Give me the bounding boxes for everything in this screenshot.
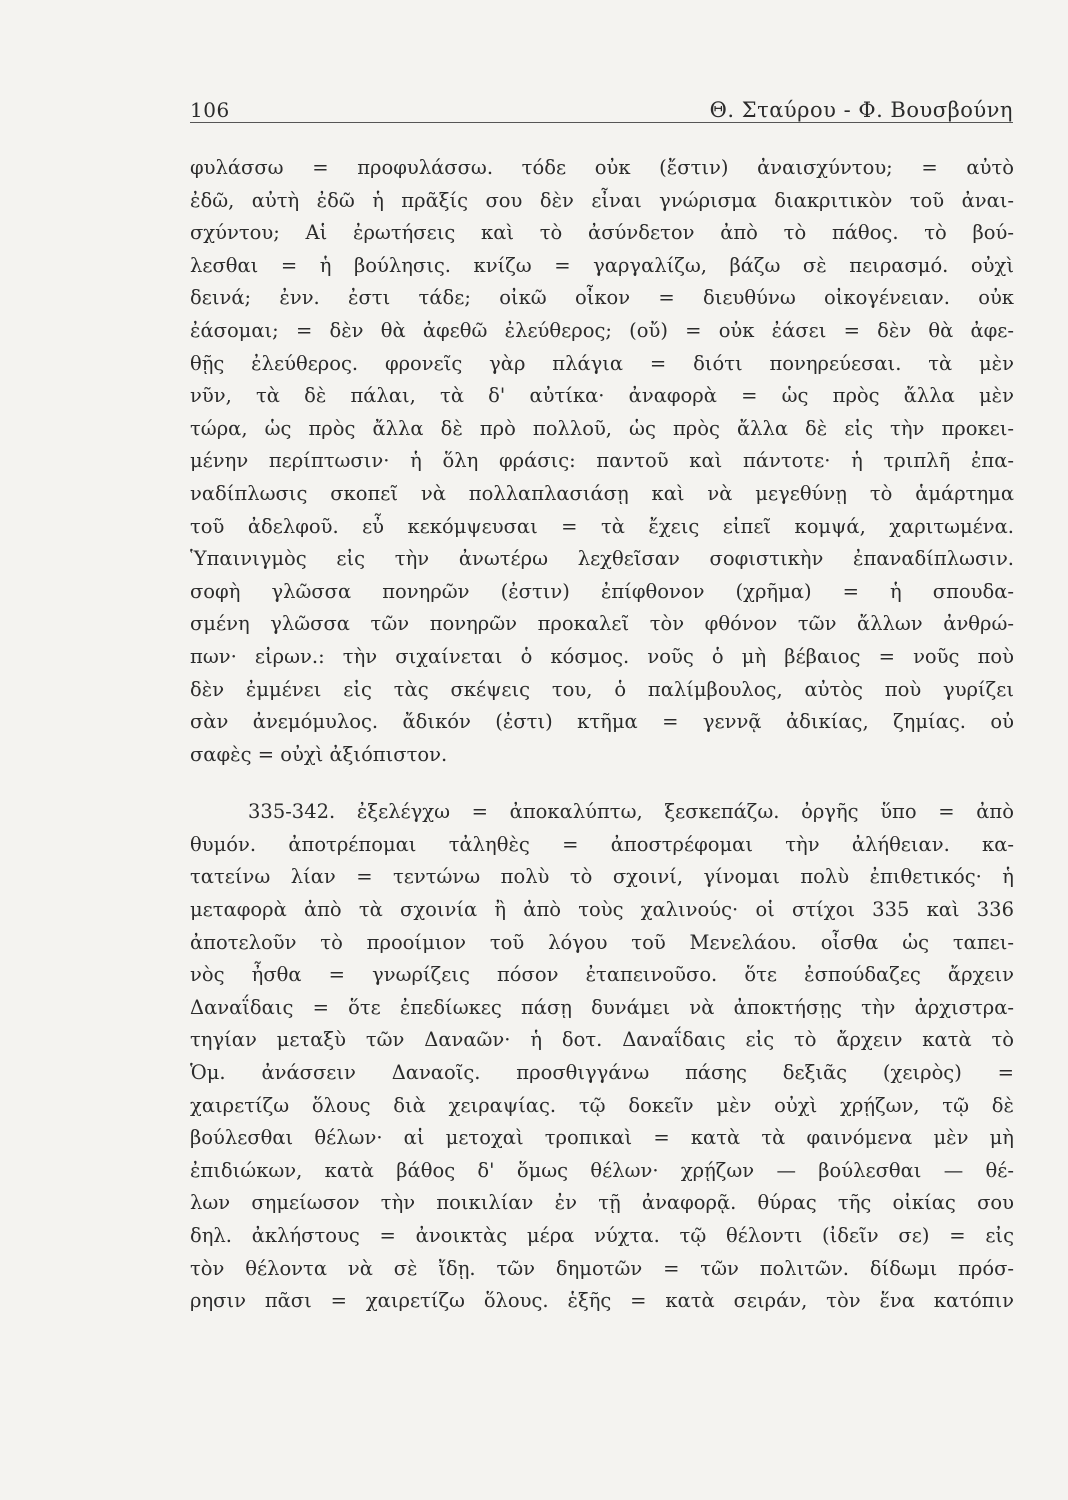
text-line: σαφὲς = οὐχὶ ἀξιόπιστον.: [190, 742, 448, 766]
text-line: θυμόν. ἀποτρέπομαι τἀληθὲς = ἀποστρέφομαι τὴν ἀλήθειαν. κα-: [190, 832, 1014, 856]
text-line: Ὁμ. ἀνάσσειν Δαναοῖς. προσθιγγάνω πάσης δεξιᾶς (χειρὸς) =: [190, 1061, 1014, 1085]
text-line: μένην περίπτωσιν· ἡ ὅλη φράσις: παντοῦ καὶ πάντοτε· ἡ τριπλῆ ἐπα-: [190, 449, 1014, 473]
text-line: δεινά; ἐνν. ἐστι τάδε; οἰκῶ οἶκον = διευθύνω οἰκογένειαν. οὐκ: [190, 286, 1014, 310]
running-title: Θ. Σταύρου - Φ. Βουσβούνη: [709, 98, 1013, 122]
paragraph-1: [190, 152, 1014, 771]
text-line: θῇς ἐλεύθερος. φρονεῖς γὰρ πλάγια = διότι πονηρεύεσαι. τὰ μὲν: [190, 351, 1014, 375]
text-line: ἐάσομαι; = δὲν θὰ ἀφεθῶ ἐλεύθερος; (οὔ) = οὐκ ἐάσει = δὲν θὰ ἀφε-: [190, 318, 1014, 342]
text-line: ἐπιδιώκων, κατὰ βάθος δ' ὅμως θέλων· χρῄζων — βούλεσθαι — θέ-: [190, 1158, 1014, 1182]
text-line: σοφὴ γλῶσσα πονηρῶν (ἐστιν) ἐπίφθονον (χρῆμα) = ἡ σπουδα-: [190, 579, 1014, 603]
text-line: σχύντου; Αἱ ἐρωτήσεις καὶ τὸ ἀσύνδετον ἀπὸ τὸ πάθος. τὸ βού-: [190, 221, 1014, 245]
text-line: Ὑπαινιγμὸς εἰς τὴν ἀνωτέρω λεχθεῖσαν σοφιστικὴν ἐπαναδίπλωσιν.: [190, 547, 1014, 571]
text-line: 335-342. ἐξελέγχω = ἀποκαλύπτω, ξεσκεπάζω. ὀργῆς ὕπο = ἀπὸ: [248, 800, 1014, 824]
text-line: λων σημείωσον τὴν ποικιλίαν ἐν τῇ ἀναφορᾷ. θύρας τῆς οἰκίας σου: [190, 1191, 1014, 1215]
text-line: νὸς ἦσθα = γνωρίζεις πόσον ἐταπεινοῦσο. ὅτε ἐσπούδαζες ἄρχειν: [190, 963, 1014, 987]
text-line: πων· εἰρων.: τὴν σιχαίνεται ὁ κόσμος. νοῦς ὁ μὴ βέβαιος = νοῦς ποὺ: [190, 644, 1014, 668]
text-line: δηλ. ἀκλήστους = ἀνοικτὰς μέρα νύχτα. τῷ θέλοντι (ἰδεῖν σε) = εἰς: [190, 1224, 1014, 1247]
text-line: τηγίαν μεταξὺ τῶν Δαναῶν· ἡ δοτ. Δαναΐδαις εἰς τὸ ἄρχειν κατὰ τὸ: [190, 1028, 1014, 1052]
text-line: μεταφορὰ ἀπὸ τὰ σχοινία ἢ ἀπὸ τοὺς χαλινούς· οἱ στίχοι 335 καὶ 336: [190, 898, 1014, 922]
text-line: Δαναΐδαις = ὅτε ἐπεδίωκες πάσῃ δυνάμει νὰ ἀποκτήσῃς τὴν ἀρχιστρα-: [190, 995, 1014, 1019]
text-line: λεσθαι = ἡ βούλησις. κνίζω = γαργαλίζω, βάζω σὲ πειρασμό. οὐχὶ: [190, 253, 1014, 277]
text-line: νῦν, τὰ δὲ πάλαι, τὰ δ' αὐτίκα· ἀναφορὰ = ὡς πρὸς ἄλλα μὲν: [190, 384, 1014, 408]
text-line: φυλάσσω = προφυλάσσω. τόδε οὐκ (ἔστιν) ἀναισχύντου; = αὐτὸ: [190, 156, 1014, 179]
text-line: τώρα, ὡς πρὸς ἄλλα δὲ πρὸ πολλοῦ, ὡς πρὸς ἄλλα δὲ εἰς τὴν προκει-: [190, 416, 1014, 440]
text-line: δὲν ἐμμένει εἰς τὰς σκέψεις του, ὁ παλίμβουλος, αὐτὸς ποὺ γυρίζει: [190, 677, 1014, 701]
text-line: χαιρετίζω ὅλους διὰ χειραψίας. τῷ δοκεῖν μὲν οὐχὶ χρῄζων, τῷ δὲ: [190, 1093, 1014, 1117]
text-line: βούλεσθαι θέλων· αἱ μετοχαὶ τροπικαὶ = κατὰ τὰ φαινόμενα μὲν μὴ: [190, 1126, 1014, 1150]
text-line: ἀποτελοῦν τὸ προοίμιον τοῦ λόγου τοῦ Μενελάου. οἶσθα ὡς ταπει-: [190, 930, 1014, 954]
text-line: τατείνω λίαν = τεντώνω πολὺ τὸ σχοινί, γίνομαι πολὺ ἐπιθετικός· ἡ: [190, 865, 1014, 889]
text-line: σμένη γλῶσσα τῶν πονηρῶν προκαλεῖ τὸν φθόνον τῶν ἄλλων ἀνθρώ-: [190, 612, 1014, 636]
text-line: τοῦ ἀδελφοῦ. εὖ κεκόμψευσαι = τὰ ἔχεις εἰπεῖ κομψά, χαριτωμένα.: [190, 514, 1014, 538]
text-line: ἐδῶ, αὐτὴ ἐδῶ ἡ πρᾶξίς σου δὲν εἶναι γνώρισμα διακριτικὸν τοῦ ἀναι-: [190, 188, 1014, 212]
page-number: 106: [190, 98, 230, 122]
text-line: σὰν ἀνεμόμυλος. ἄδικόν (ἐστι) κτῆμα = γεννᾷ ἀδικίας, ζημίας. οὐ: [190, 710, 1014, 734]
text-line: τὸν θέλοντα νὰ σὲ ἴδῃ. τῶν δημοτῶν = τῶν πολιτῶν. δίδωμι πρόσ-: [190, 1256, 1014, 1280]
text-line: ρησιν πᾶσι = χαιρετίζω ὅλους. ἑξῆς = κατὰ σειράν, τὸν ἕνα κατόπιν: [190, 1289, 1014, 1313]
page-header: [190, 92, 1013, 123]
paragraph-2: [190, 796, 1014, 1318]
text-line: ναδίπλωσις σκοπεῖ νὰ πολλαπλασιάσῃ καὶ νὰ μεγεθύνῃ τὸ ἁμάρτημα: [190, 481, 1014, 505]
commentary-text: [190, 152, 1014, 1318]
